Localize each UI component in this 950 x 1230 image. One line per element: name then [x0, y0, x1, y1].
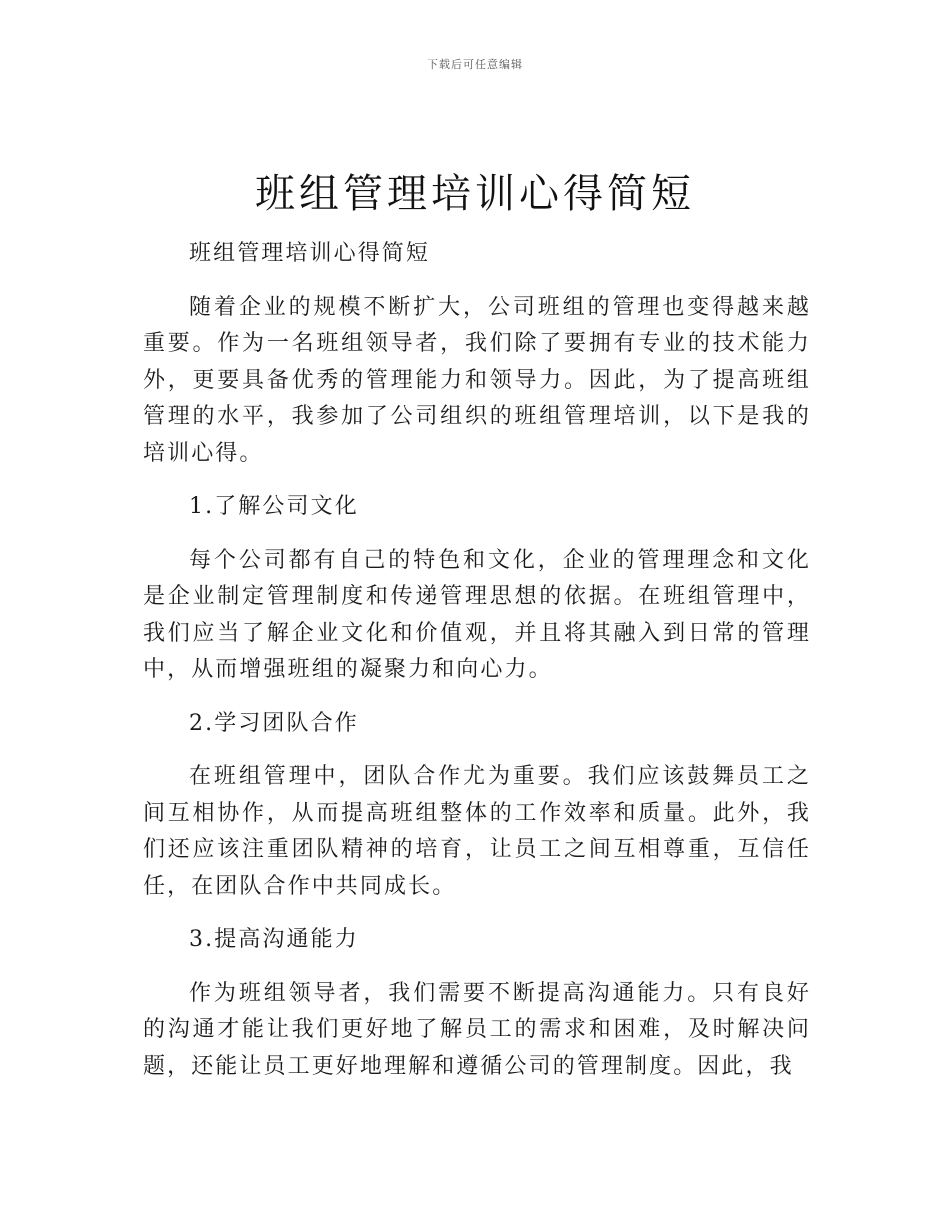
section-heading-1: 1.了解公司文化	[189, 494, 359, 519]
page-header-note: 下载后可任意编辑	[427, 58, 523, 71]
document-title: 班组管理培训心得简短	[255, 171, 695, 217]
intro-paragraph: 随着企业的规模不断扩大，公司班组的管理也变得越来越重要。作为一名班组领导者，我们除了要拥有专业的技术能力外，更要具备优秀的管理能力和领导力。因此，为了提高班组管理的水平，我参加了公司组织的班组管理培训，以下是我的培训心得。	[143, 294, 811, 466]
section-body-1: 每个公司都有自己的特色和文化，企业的管理理念和文化是企业制定管理制度和传递管理思想的依据。在班组管理中，我们应当了解企业文化和价值观，并且将其融入到日常的管理中，从而增强班组的凝聚力和向心力。	[143, 547, 811, 682]
section-body-3: 作为班组领导者，我们需要不断提高沟通能力。只有良好的沟通才能让我们更好地了解员工的需求和困难，及时解决问题，还能让员工更好地理解和遵循公司的管理制度。因此，我	[143, 980, 811, 1079]
document-subtitle: 班组管理培训心得简短	[189, 241, 431, 266]
section-heading-3: 3.提高沟通能力	[189, 927, 359, 952]
section-body-2: 在班组管理中，团队合作尤为重要。我们应该鼓舞员工之间互相协作，从而提高班组整体的工作效率和质量。此外，我们还应该注重团队精神的培育，让员工之间互相尊重，互信任任，在团队合作中共同成长。	[143, 764, 811, 899]
section-heading-2: 2.学习团队合作	[189, 710, 359, 736]
document-body	[143, 236, 811, 1102]
